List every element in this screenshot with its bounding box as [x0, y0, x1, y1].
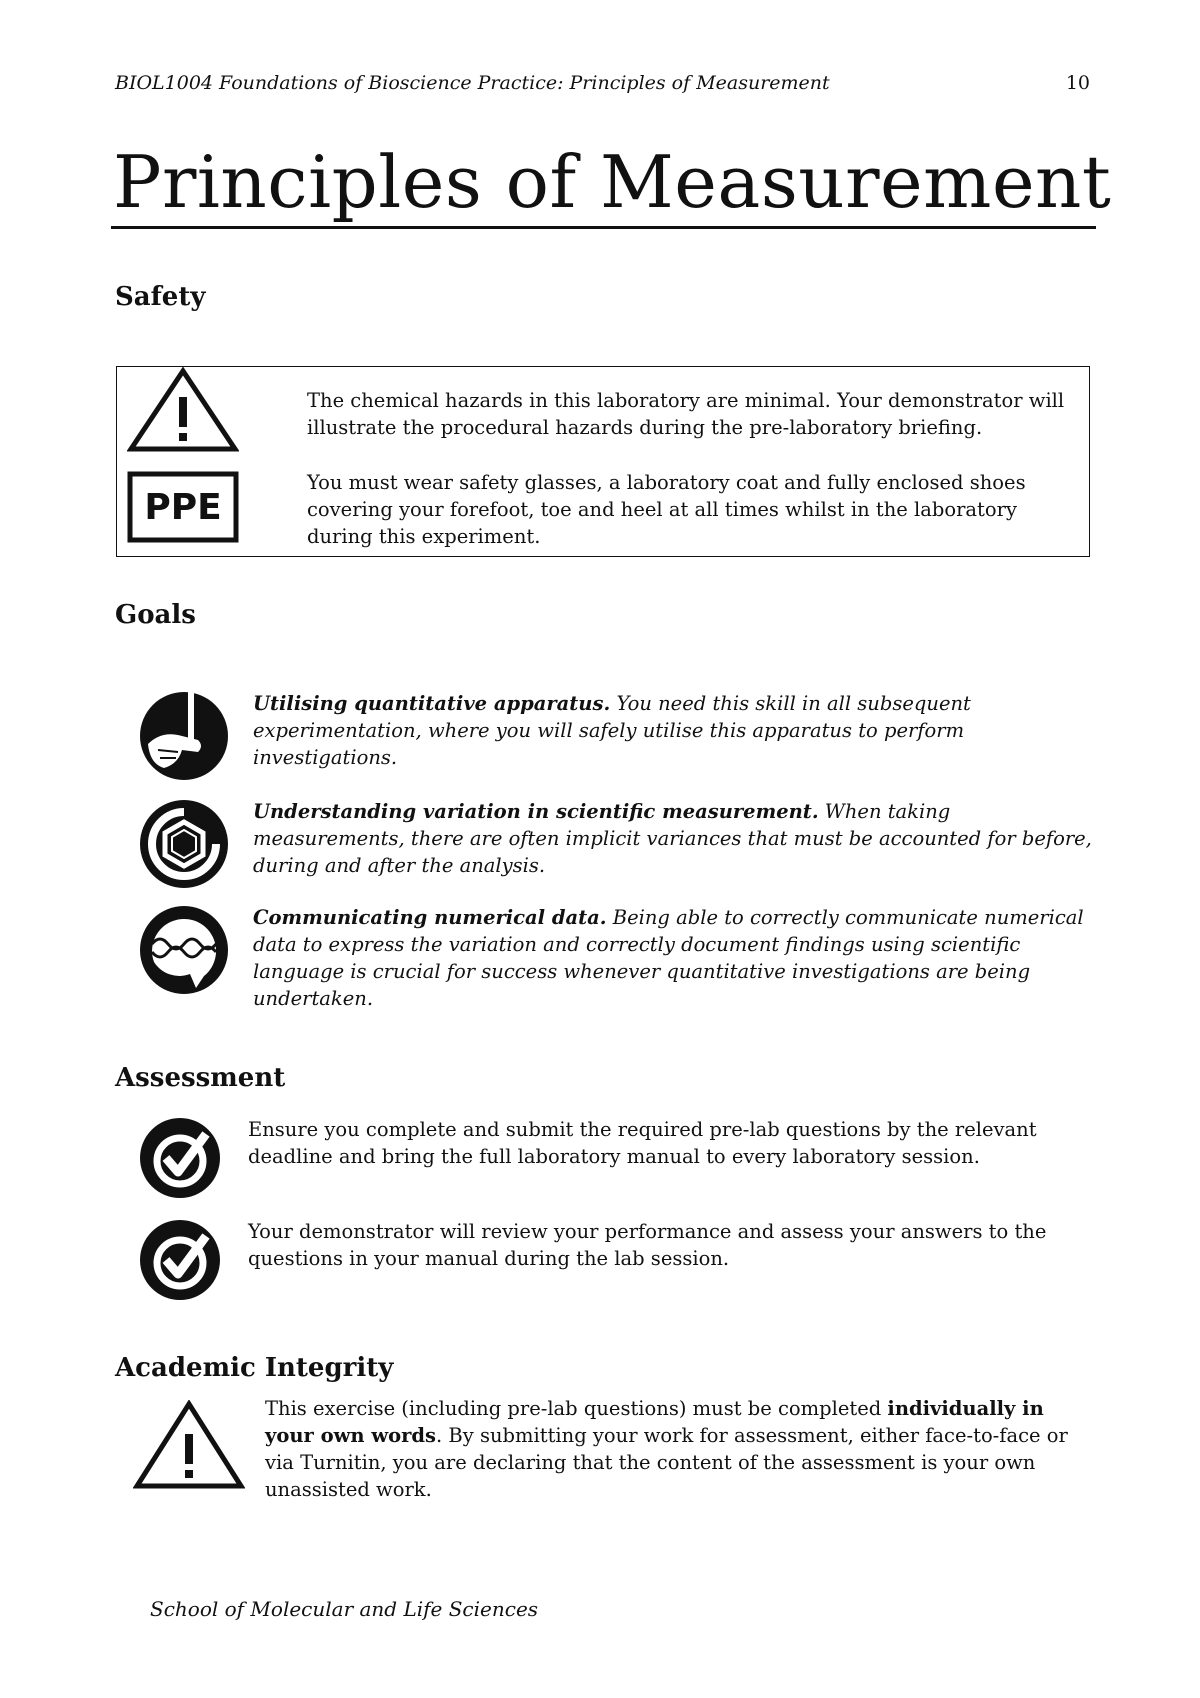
goal-description: When taking measurements, there are often implicit variances that must be accounted for before, during and after the analysis.	[253, 800, 1092, 877]
page-footer: School of Molecular and Life Sciences	[150, 1597, 539, 1621]
pipette-hand-icon	[138, 690, 230, 782]
title-divider	[111, 226, 1096, 229]
running-header	[115, 72, 1090, 100]
integrity-heading: Academic Integrity	[115, 1353, 394, 1383]
goal-description: Being able to correctly communicate numerical data to express the variation and correctly document findings using scientific language is crucial for success whenever quantitative investigations are being undertaken.	[253, 906, 1084, 1010]
safety-paragraph: You must wear safety glasses, a laboratory coat and fully enclosed shoes covering your forefoot, toe and heel at all times whilst in the laboratory during this experiment.	[307, 471, 1026, 548]
assessment-heading: Assessment	[115, 1063, 286, 1093]
warning-triangle-icon	[127, 367, 239, 453]
assessment-text: Ensure you complete and submit the required pre-lab questions by the relevant deadline and bring the full laboratory manual to every laboratory session.	[248, 1118, 1037, 1168]
goal-text	[253, 690, 1093, 771]
safety-text	[307, 387, 1077, 578]
goals-heading: Goals	[115, 600, 196, 630]
hexagon-molecule-icon	[138, 798, 230, 890]
goal-text	[253, 798, 1093, 879]
assessment-text: Your demonstrator will review your performance and assess your answers to the questions in your manual during the lab session.	[248, 1220, 1047, 1270]
goal-title: Understanding variation in scientific measurement.	[253, 800, 819, 823]
goal-title: Utilising quantitative apparatus.	[253, 692, 611, 715]
header-title: BIOL1004 Foundations of Bioscience Practice: Principles of Measurement	[115, 72, 830, 94]
safety-box	[116, 366, 1090, 557]
ppe-icon	[127, 471, 239, 543]
page-number: 10	[1065, 72, 1090, 94]
goal-text	[253, 904, 1093, 1012]
integrity-text-part: . By submitting your work for assessment, either face-to-face or via Turnitin, you are declaring that the content of the assessment is your own unassisted work.	[265, 1424, 1068, 1501]
safety-heading: Safety	[115, 282, 206, 312]
svg-text:PPE: PPE	[144, 487, 222, 528]
integrity-text-part: This exercise (including pre-lab questions) must be completed	[265, 1397, 888, 1420]
safety-paragraph: The chemical hazards in this laboratory are minimal. Your demonstrator will illustrate the procedural hazards during the pre-laboratory briefing.	[307, 389, 1065, 439]
goal-description: You need this skill in all subsequent experimentation, where you will safely utilise this apparatus to perform investigations.	[253, 692, 971, 769]
integrity-text	[265, 1395, 1095, 1503]
checkmark-circle-icon	[138, 1116, 222, 1200]
page-title: Principles of Measurement	[113, 140, 1112, 224]
integrity-emphasis: individually in your own words	[265, 1397, 1044, 1447]
warning-triangle-icon	[133, 1400, 245, 1490]
checkmark-circle-icon	[138, 1218, 222, 1302]
data-communication-icon	[138, 904, 230, 996]
goal-title: Communicating numerical data.	[253, 906, 607, 929]
